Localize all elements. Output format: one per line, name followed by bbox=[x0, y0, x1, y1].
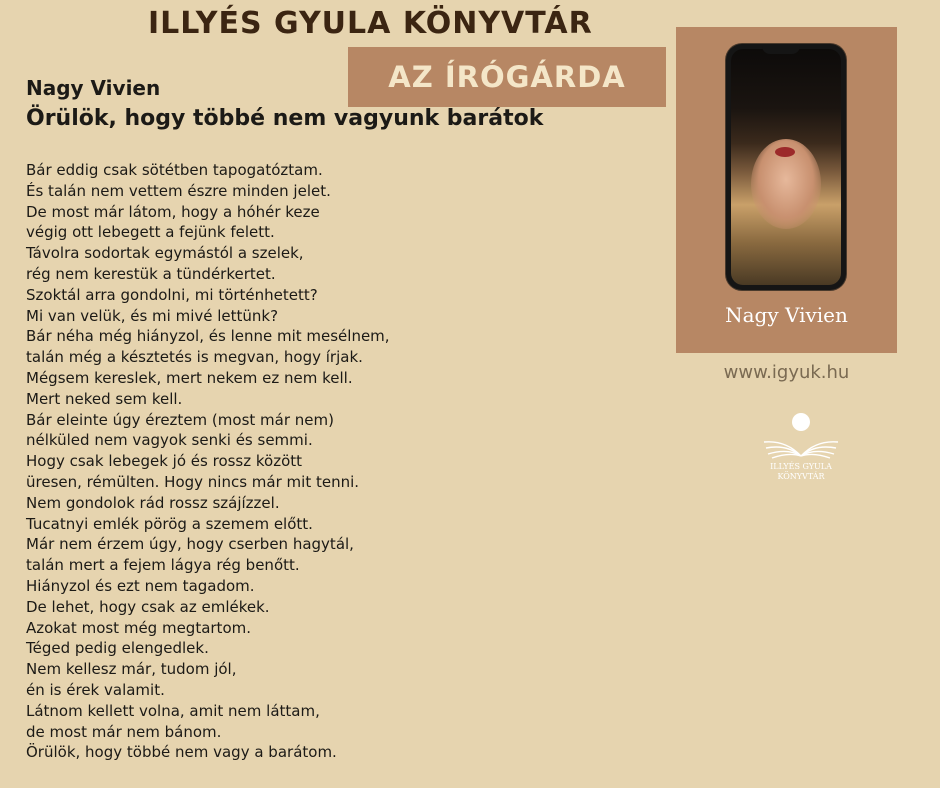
website-link[interactable]: www.igyuk.hu bbox=[723, 362, 850, 383]
author-photo bbox=[731, 49, 841, 285]
poem-line: én is érek valamit. bbox=[26, 680, 165, 699]
poem-text bbox=[26, 160, 390, 763]
author-card bbox=[676, 27, 897, 353]
logo-text bbox=[756, 462, 846, 482]
poem-line: üresen, rémülten. Hogy nincs már mit tenni. bbox=[26, 472, 360, 491]
poem-line: Mi van velük, és mi mivé lettünk? bbox=[26, 306, 279, 325]
open-book-sun-icon bbox=[756, 410, 846, 462]
poem-line: talán még a késztetés is megvan, hogy írjak. bbox=[26, 348, 363, 367]
poem-line: rég nem kerestük a tündérkertet. bbox=[26, 264, 276, 283]
phone-frame bbox=[726, 44, 846, 290]
lips-shape bbox=[775, 147, 795, 157]
banner-label: AZ ÍRÓGÁRDA bbox=[388, 60, 626, 94]
poem-line: Nem gondolok rád rossz szájízzel. bbox=[26, 493, 280, 512]
poem-line: Azokat most még megtartom. bbox=[26, 618, 251, 637]
poem-line: Téged pedig elengedlek. bbox=[26, 639, 209, 658]
poem-line: Távolra sodortak egymástól a szelek, bbox=[26, 244, 304, 263]
logo-line-2: KÖNYVTÁR bbox=[777, 472, 825, 481]
poem-author: Nagy Vivien bbox=[26, 76, 161, 100]
poem-line: Látnom kellett volna, amit nem láttam, bbox=[26, 701, 320, 720]
poem-line: Örülök, hogy többé nem vagy a barátom. bbox=[26, 743, 337, 762]
poem-line: Hogy csak lebegek jó és rossz között bbox=[26, 452, 303, 471]
poem-line: Mégsem kereslek, mert nekem ez nem kell. bbox=[26, 368, 353, 387]
poem-line: de most már nem bánom. bbox=[26, 722, 222, 741]
poem-line: Tucatnyi emlék pörög a szemem előtt. bbox=[26, 514, 313, 533]
phone-notch bbox=[762, 44, 800, 54]
poem-line: Szoktál arra gondolni, mi történhetett? bbox=[26, 285, 318, 304]
library-title: ILLYÉS GYULA KÖNYVTÁR bbox=[148, 6, 593, 41]
poem-line: De lehet, hogy csak az emlékek. bbox=[26, 597, 270, 616]
poem-line: Nem kellesz már, tudom jól, bbox=[26, 660, 237, 679]
poem-line: nélküled nem vagyok senki és semmi. bbox=[26, 431, 313, 450]
poem-line: talán mert a fejem lágya rég benőtt. bbox=[26, 556, 300, 575]
card-author-name: Nagy Vivien bbox=[725, 303, 848, 327]
poem-line: Már nem érzem úgy, hogy cserben hagytál, bbox=[26, 535, 354, 554]
section-banner bbox=[348, 47, 666, 107]
poem-line: Hiányzol és ezt nem tagadom. bbox=[26, 576, 255, 595]
poem-title: Örülök, hogy többé nem vagyunk barátok bbox=[26, 106, 544, 131]
poem-line: Bár néha még hiányzol, és lenne mit mesélnem, bbox=[26, 327, 390, 346]
poem-line: Mert neked sem kell. bbox=[26, 389, 183, 408]
logo-line-1: ILLYÉS GYULA bbox=[770, 462, 832, 471]
library-logo bbox=[756, 410, 846, 490]
poem-line: De most már látom, hogy a hóhér keze bbox=[26, 202, 320, 221]
poem-line: Bár eddig csak sötétben tapogatóztam. bbox=[26, 161, 323, 179]
poem-line: És talán nem vettem észre minden jelet. bbox=[26, 181, 331, 200]
poem-line: Bár eleinte úgy éreztem (most már nem) bbox=[26, 410, 334, 429]
poem-line: végig ott lebegett a fejünk felett. bbox=[26, 223, 275, 242]
